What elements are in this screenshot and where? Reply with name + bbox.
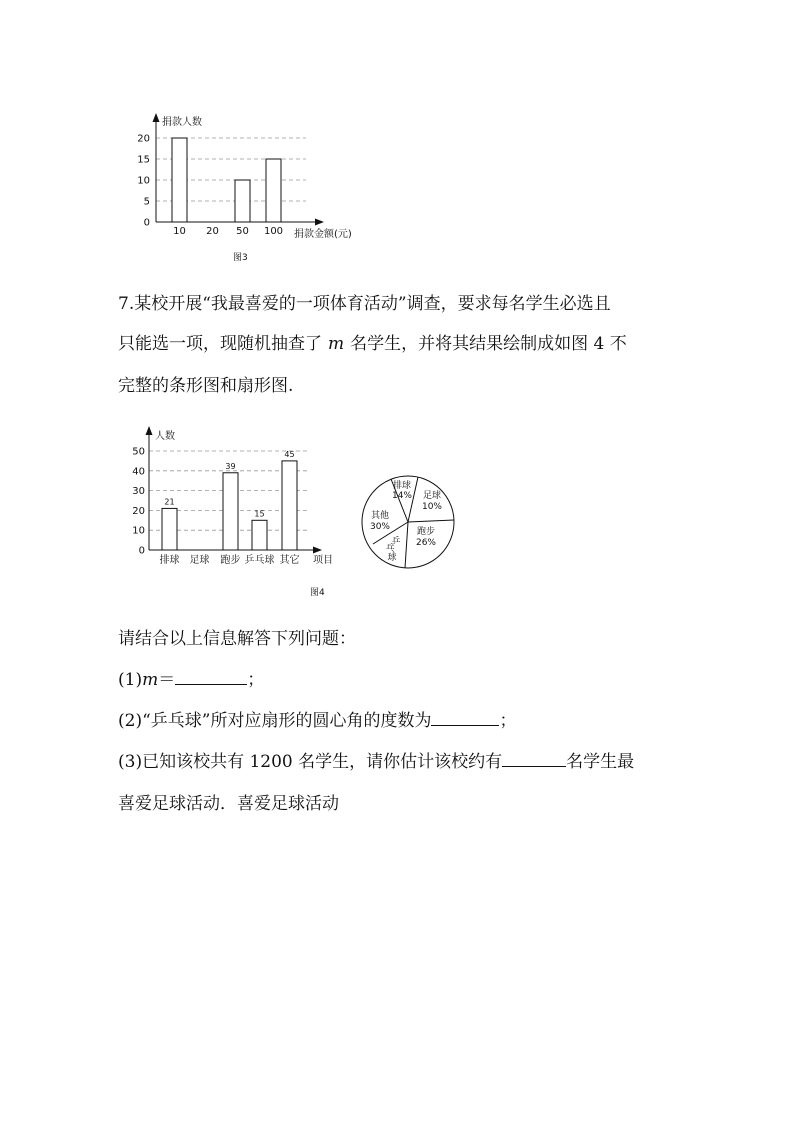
question7-line3: 完整的条形图和扇形图.	[118, 376, 294, 396]
bar	[223, 473, 238, 550]
figure3-y-tick-labels	[137, 134, 150, 229]
data-label: 15	[254, 509, 265, 519]
figure4-pie-chart	[358, 472, 458, 572]
question7-line2-text: 只能选一项，现随机抽查了	[118, 334, 322, 354]
question-2-end: ；	[499, 711, 517, 731]
question7-line2-rest: 名学生，并将其结果绘制成如图 4 不	[350, 334, 627, 354]
y-tick-label: 0	[138, 545, 145, 557]
x-tick-label: 足球	[189, 555, 210, 566]
figure4-bar-chart	[120, 422, 350, 572]
y-tick-label: 0	[143, 217, 150, 229]
y-tick-label: 10	[137, 175, 150, 187]
pie-label-other-percent: 30%	[369, 522, 391, 532]
figure4-caption: 图4	[310, 588, 325, 598]
x-tick-label: 100	[263, 226, 284, 237]
figure3-y-axis-label: 捐款人数	[162, 117, 202, 128]
question-3	[118, 742, 634, 782]
bar	[172, 138, 187, 222]
pie-label-running-percent: 26%	[415, 538, 437, 548]
pie-label-football-percent: 10%	[421, 502, 443, 512]
answer-blank-2[interactable]	[431, 705, 499, 726]
figure4-x-tick-labels	[160, 553, 300, 566]
figure3-y-arrow	[153, 113, 160, 122]
figure3-caption: 图3	[233, 253, 248, 263]
pie-label-other-name: 其他	[370, 511, 390, 521]
pie-label-volleyball-percent: 14%	[391, 491, 413, 501]
x-tick-label: 10	[173, 226, 186, 237]
bar	[235, 180, 250, 222]
figure4-x-arrow	[313, 547, 322, 554]
question7-line1: 7.某校开展“我最喜爱的一项体育活动”调查，要求每名学生必选且	[118, 294, 611, 314]
answer-blank-3[interactable]	[502, 746, 566, 767]
figure4-x-axis-label: 项目	[313, 555, 333, 566]
figure3-x-tick-labels	[173, 226, 283, 237]
pie-label-volleyball-name: 排球	[392, 481, 412, 491]
figure3-x-arrow	[315, 219, 324, 226]
y-tick-label: 10	[132, 525, 145, 537]
bar	[282, 461, 297, 550]
variable-m: m	[328, 334, 345, 354]
figure4-y-arrow	[146, 426, 153, 435]
question-2-text: (2)“乒乓球”所对应扇形的圆心角的度数为	[118, 711, 432, 731]
question-1-number: (1)	[118, 670, 143, 690]
question-1-equals: ＝	[158, 670, 176, 690]
pie-label-football-name: 足球	[422, 491, 442, 501]
questions-intro: 请结合以上信息解答下列问题：	[118, 629, 356, 649]
figure4-y-tick-labels	[132, 447, 145, 557]
y-tick-label: 40	[132, 466, 145, 478]
bar	[252, 520, 267, 550]
x-tick-label: 50	[236, 226, 249, 237]
figure4-y-axis-label: 人数	[155, 431, 175, 442]
pie-label-running-name: 跑步	[416, 527, 436, 537]
y-tick-label: 50	[132, 446, 145, 458]
pie-label-pingpong-part3: 球	[387, 553, 397, 563]
y-tick-label: 30	[132, 486, 145, 498]
data-label: 45	[284, 449, 295, 459]
question-2	[118, 701, 516, 741]
y-tick-label: 20	[132, 505, 145, 517]
question-1	[118, 660, 264, 700]
pie-label-pingpong-part2: 乓	[385, 544, 395, 554]
bar	[162, 508, 177, 550]
figure3-bar-chart	[120, 110, 390, 245]
variable-m: m	[142, 670, 159, 690]
x-tick-label: 跑步	[220, 555, 241, 566]
data-label: 39	[225, 461, 236, 471]
question-3-line2: 喜爱足球活动．喜爱足球活动	[118, 794, 339, 814]
question-3-rest: 名学生最	[566, 752, 635, 772]
answer-blank-1[interactable]	[175, 664, 247, 685]
figure4-bars	[162, 461, 297, 550]
bar	[266, 159, 281, 222]
x-tick-label: 排球	[159, 555, 180, 566]
question-3-text: (3)已知该校共有 1200 名学生，请你估计该校约有	[118, 752, 503, 772]
pie-label-pingpong-part1: 乒	[391, 537, 401, 547]
y-tick-label: 20	[137, 133, 150, 145]
figure3-x-axis-label: 捐款金额(元)	[294, 229, 352, 240]
question-1-end: ；	[247, 670, 265, 690]
y-tick-label: 5	[143, 196, 150, 208]
question7-line2	[118, 324, 627, 364]
x-tick-label: 其它	[279, 555, 300, 566]
data-label: 21	[164, 497, 175, 507]
x-tick-label: 20	[206, 226, 219, 237]
x-tick-label: 乒乓球	[244, 555, 275, 566]
y-tick-label: 15	[137, 154, 150, 166]
